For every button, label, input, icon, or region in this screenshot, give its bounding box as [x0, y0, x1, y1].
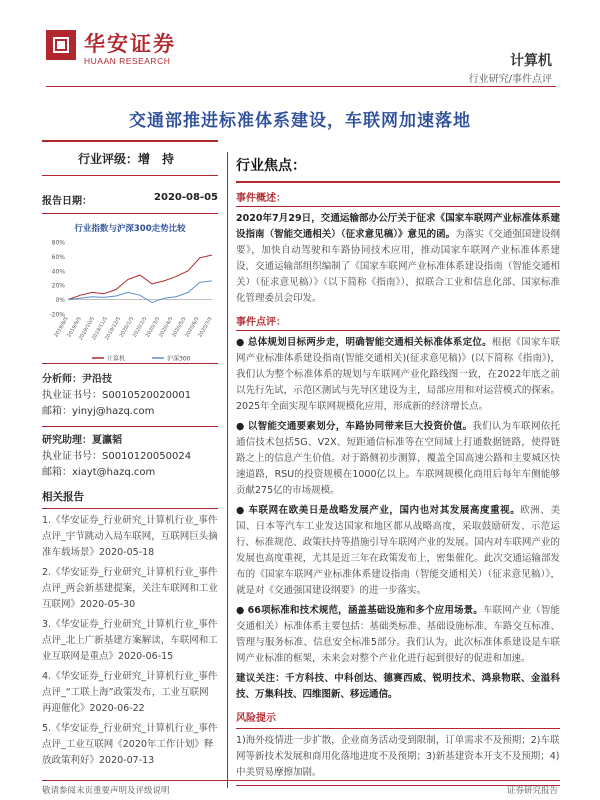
related-report-item[interactable]: 1.《华安证券_行业研究_计算机行业_事件点评_宇节跳动入局车联网，互联网巨头摘准车载场景》2020-05-18 — [42, 515, 218, 558]
assistant-email[interactable]: 邮箱：xiayt@hazq.com — [42, 467, 156, 478]
report-title: 交通部推进标准体系建设，车联网加速落地 — [129, 111, 471, 131]
bullet-bold: 总体规划目标两步走，明确智能交通相关标准体系定位。 — [247, 337, 492, 348]
y-tick-label: 80% — [51, 239, 65, 247]
x-tick-label: 2020/7/5 — [197, 316, 214, 339]
event-overview-heading: 事件概述： — [236, 189, 560, 207]
assistant-label: 研究助理： — [42, 435, 92, 446]
bullet-rest: 我们认为车联网依托通信技术包括5G、V2X、短距通信标准等在空间域上打通数据链路，使得链路之上的信息产生价值。对于路侧初步测算，覆盖全国高速公路和主要城区快速道路，RSU的投资规模在1000亿以上。车联网规模化商用后每年车侧能够贡献275亿的市场规模。 — [236, 421, 560, 496]
x-tick-label: 2020/5/5 — [171, 316, 188, 339]
comment-bullet: ● 车联网在欧美日是战略发展产业，国内也对其发展高度重视。欧洲、美国、日本等汽车工业发达国家和地区都从战略高度，采取鼓励研发、示范运行、标准规范、政策扶持等措施引导车联网产业的发展。国内对车联网产业的发展也高度重视，尤其是近三年在政策发布上，密集催化。此次交通运输部发布的《国家车联网产业标准体系建设指南（智能交通相关）（征求意见稿）》，就是对《交通强国建设纲要》的进一步落实。 — [236, 505, 560, 596]
bullet-rest: 车联网产业（智能交通相关）标准体系主要包括：基础类标准、基础设施标准、车路交互标准、管理与服务标准、信息安全标准5部分。我们认为，此次标准体系建设是车联网产业标准的框架，未来会对整个产业化进行起到很好的促进和加速。 — [236, 605, 560, 664]
rating-value: 增 持 — [138, 152, 175, 166]
left-column — [42, 140, 218, 769]
report-type: 行业研究/事件点评 — [468, 74, 552, 85]
report-header — [0, 0, 600, 90]
report-date — [42, 176, 218, 214]
y-tick-label: 20% — [51, 282, 65, 290]
brand-name-en: HUAAN RESEARCH — [84, 56, 171, 66]
legend-label: 沪深300 — [167, 355, 191, 363]
related-report-item[interactable]: 2.《华安证券_行业研究_计算机行业_事件点评_两会新基建提案，关注车联网和工业互联网》2020-05-30 — [42, 567, 218, 610]
bullet-bold: 以智能交通要素划分，车路协同带来巨大投资价值。 — [247, 421, 473, 432]
chart-title: 行业指数与沪深300走势比较 — [74, 224, 186, 234]
bullet-rest: 欧洲、美国、日本等汽车工业发达国家和地区都从战略高度，采取鼓励研发、示范运行、标准规范、政策扶持等措施引导车联网产业的发展。国内对车联网产业的发展也高度重视，尤其是近三年在政策发布上，密集催化。此次交通运输部发布的《国家车联网产业标准体系建设指南（智能交通相关）（征求意见稿）》，就是对《交通强国建设纲要》的进一步落实。 — [236, 505, 560, 596]
event-rest: 为落实《交通强国建设纲要》，加快自动驾驶和车路协同技术应用，推动国家车联网产业标准体系建设，交通运输部组织编制了《国家车联网产业标准体系建设指南（智能交通相关）（征求意见稿）》（以下简称《指南》），拟联合工业和信息化部、国家标准化管理委员会印发。 — [236, 229, 560, 304]
event-overview-text — [236, 211, 560, 307]
sector-label: 计算机 — [510, 53, 552, 69]
y-tick-label: 0% — [55, 297, 65, 305]
event-comment-heading: 事件点评： — [236, 313, 560, 331]
industry-rating — [42, 140, 218, 176]
risk-heading: 风险提示 — [236, 713, 276, 724]
comment-bullet: ● 总体规划目标两步走，明确智能交通相关标准体系定位。根据《国家车联网产业标准体系建设指南(智能交通相关)(征求意见稿)》(以下简称《指南》)，我们认为整个标准体系的规划与车联网产业化路线图一致，在2022年底之前以先行先试，示范区测试与先导区建设为主，局部应用和对运营模式的探索。2025年全面实现车联网规模化应用，形成新的经济增长点。 — [236, 337, 560, 412]
related-reports-heading: 相关报告 — [42, 489, 218, 509]
series-line-0 — [68, 255, 212, 300]
bullet-bold: 66项标准和技术规范，涵盖基础设施和多个应用场景。 — [247, 605, 483, 616]
assistant-cert: 执业证书号：S0010120050024 — [42, 451, 192, 462]
comment-bullet: ● 以智能交通要素划分，车路协同带来巨大投资价值。我们认为车联网依托通信技术包括5G、V2X、短距通信标准等在空间域上打通数据链路，使得链路之上的信息产生价值。对于路侧初步测算，覆盖全国高速公路和主要城区快速道路，RSU的投资规模在1000亿以上。车联网规模化商用后每年车侧能够贡献275亿的市场规模。 — [236, 421, 560, 496]
footer-disclaimer: 敬请参阅末页重要声明及评级说明 — [42, 786, 170, 796]
analyst-email[interactable]: 邮箱：yinyj@hazq.com — [42, 406, 155, 417]
brand-name-cn: 华安证券 — [84, 31, 176, 56]
footer-divider — [42, 780, 560, 781]
assistant-info — [42, 426, 218, 481]
analyst-label: 分析师： — [42, 374, 82, 385]
legend-label: 计算机 — [107, 355, 126, 363]
bullet-rest: 根据《国家车联网产业标准体系建设指南(智能交通相关)(征求意见稿)》(以下简称《指南》)，我们认为整个标准体系的规划与车联网产业化路线图一致，在2022年底之前以先行先试，示范区测试与先导区建设为主，局部应用和对运营模式的探索。2025年全面实现车联网规模化应用，形成新的经济增长点。 — [236, 337, 560, 412]
x-tick-label: 2019/11/5 — [90, 316, 110, 342]
date-value: 2020-08-05 — [154, 192, 218, 203]
risk-text: 1)海外疫情进一步扩散，企业商务活动受到限制，订单需求不及预期；2)车联网等新技术发展和商用化落地进度不及预期；3)新基建资本开支不及预期；4)中美贸易摩擦加剧。 — [236, 728, 560, 786]
suggest-label: 建议关注： — [236, 673, 286, 684]
related-report-item[interactable]: 5.《华安证券_行业研究_计算机行业_事件点评_工业互联网《2020年工作计划》释放政策利好》2020-07-13 — [42, 723, 218, 766]
header-divider — [46, 86, 556, 87]
y-tick-label: -20% — [49, 311, 65, 319]
x-tick-label: 2020/4/5 — [158, 316, 175, 339]
x-tick-label: 2020/3/5 — [144, 316, 162, 339]
analyst-name: 尹沿技 — [82, 374, 112, 385]
index-chart-svg — [42, 236, 218, 364]
y-tick-label: 40% — [51, 268, 65, 276]
x-tick-label: 2020/2/5 — [131, 316, 149, 339]
index-chart — [42, 236, 218, 364]
rating-label: 行业评级： — [78, 152, 139, 166]
analyst-cert: 执业证书号：S0010520020001 — [42, 390, 192, 401]
related-report-item[interactable]: 3.《华安证券_行业研究_计算机行业_事件点评_北上广新基建方案解读，车联网和工业互联网是重点》2020-06-15 — [42, 619, 218, 662]
suggest-stocks: 千方科技、中科创达、德赛西威、锐明技术、鸿泉物联、金溢科技、万集科技、四维图新、移远通信。 — [236, 673, 560, 700]
industry-focus-title: 行业焦点： — [236, 155, 560, 183]
brand-logo-icon — [46, 30, 76, 60]
x-tick-label: 2020/1/5 — [118, 316, 136, 339]
x-tick-label: 2019/12/5 — [104, 316, 123, 342]
column-divider — [227, 152, 228, 788]
y-tick-label: 60% — [51, 253, 65, 261]
x-tick-label: 2019/10/5 — [77, 316, 96, 342]
analyst-info — [42, 372, 218, 481]
suggest-attention — [236, 671, 560, 703]
x-tick-label: 2019/9/5 — [66, 316, 83, 339]
bullet-bold: 车联网在欧美日是战略发展产业，国内也对其发展高度重视。 — [248, 505, 521, 516]
comment-bullet: ● 66项标准和技术规范，涵盖基础设施和多个应用场景。车联网产业（智能交通相关）标准体系主要包括：基础类标准、基础设施标准、车路交互标准、管理与服务标准、信息安全标准5部分。我们认为，此次标准体系建设是车联网产业标准的框架，未来会对整个产业化进行起到很好的促进和加速。 — [236, 605, 560, 664]
date-label: 报告日期： — [42, 196, 92, 207]
series-line-1 — [68, 281, 212, 303]
x-tick-label: 2020/6/5 — [184, 316, 201, 339]
assistant-name: 夏瀛韬 — [92, 435, 122, 446]
right-column — [236, 155, 560, 786]
footer-report-label: 证券研究报告 — [506, 786, 558, 796]
related-report-item[interactable]: 4.《华安证券_行业研究_计算机行业_事件点评_“工联上海”政策发布，工业互联网再迎催化》2020-06-22 — [42, 671, 218, 714]
event-bold: 2020年7月29日，交通运输部办公厅关于征求《国家车联网产业标准体系建设指南（智能交通相关）（征求意见稿）》意见的函。 — [236, 213, 560, 240]
x-tick-label: 2019/8/5 — [53, 316, 70, 339]
